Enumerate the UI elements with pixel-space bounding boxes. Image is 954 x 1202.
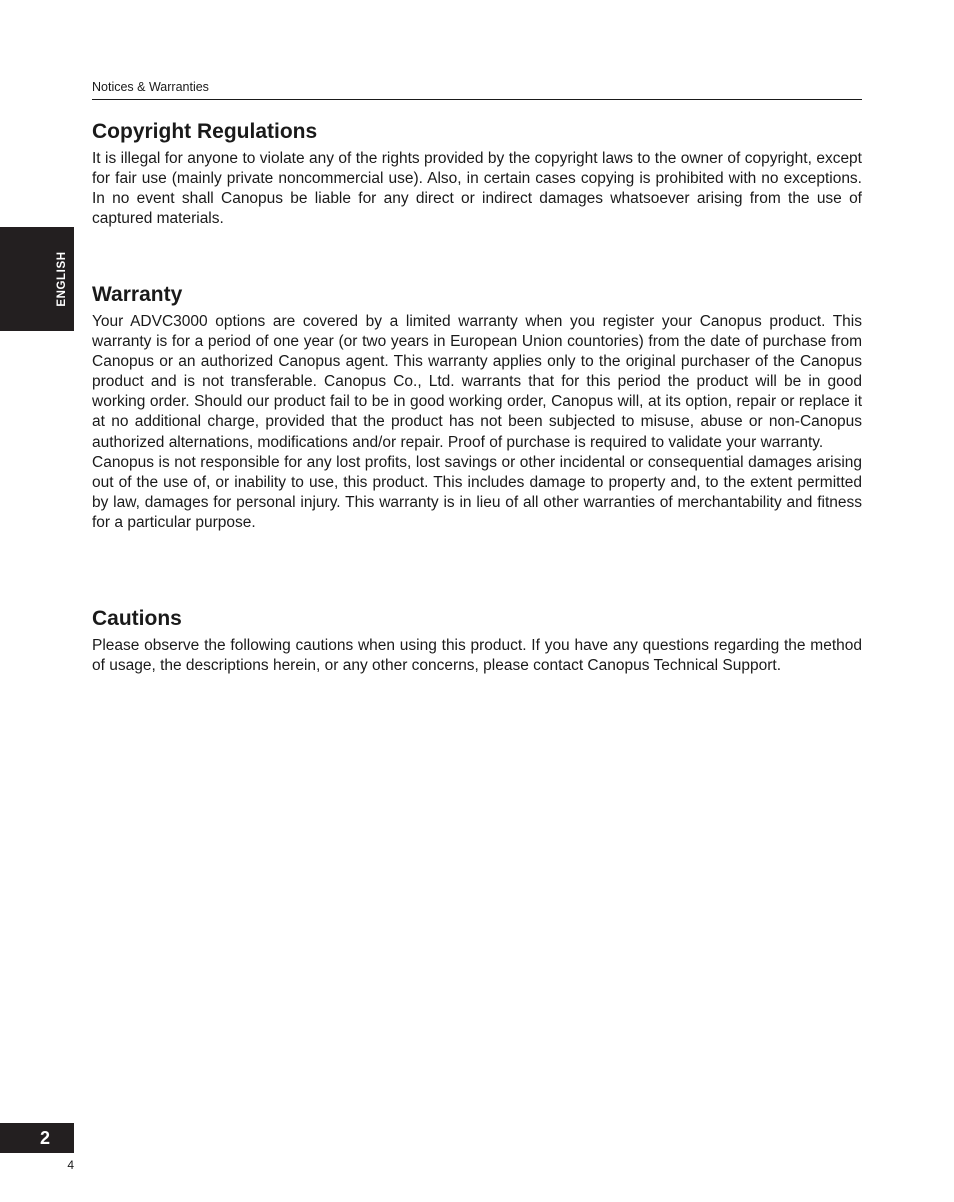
sheet-number: 4 — [67, 1158, 74, 1172]
section-heading: Copyright Regulations — [92, 120, 318, 143]
section-paragraph: It is illegal for anyone to violate any of the rights provided by the copyright laws to the owner of copyright, except for fair use (mainly private noncommercial use). Also, in certain cases copying is prohibited with no exceptions. In no event shall Canopus be liable for any direct or indirect damages whatsoever arising from the use of captured materials. — [92, 150, 862, 228]
running-header: Notices & Warranties — [92, 79, 862, 100]
section-paragraph: Please observe the following cautions when using this product. If you have any questions regarding the method of usage, the descriptions herein, or any other concerns, please contact Canopus Technical Support. — [92, 637, 862, 675]
section-paragraph: Your ADVC3000 options are covered by a limited warranty when you register your Canopus product. This warranty is for a period of one year (or two years in European Union countories) from the date of purchase from Canopus or an authorized Canopus agent. This warranty applies only to the original purchaser of the Canopus product and is not transferable. Canopus Co., Ltd. warrants that for this period the product will be in good working order. Should our product fail to be in good working order, Canopus will, at its option, repair or replace it at no additional charge, provided that the product has not been subjected to misuse, abuse or non-Canopus authorized alternations, modifications and/or repair. Proof of purchase is required to validate your warranty. — [92, 313, 862, 451]
section-heading: Cautions — [92, 607, 182, 630]
section-cautions — [92, 606, 862, 676]
language-tab — [0, 227, 74, 331]
section-paragraph: Canopus is not responsible for any lost profits, lost savings or other incidental or consequential damages arising out of the use of, or inability to use, this product. This includes damage to property and, to the extent permitted by law, damages for personal injury. This warranty is in lieu of all other warranties of merchantability and fitness for a particular purpose. — [92, 453, 862, 531]
section-warranty — [92, 282, 862, 533]
section-copyright-regulations — [92, 119, 862, 229]
section-heading: Warranty — [92, 283, 183, 306]
page-number: 2 — [0, 1123, 74, 1153]
language-tab-label: ENGLISH — [56, 251, 68, 307]
